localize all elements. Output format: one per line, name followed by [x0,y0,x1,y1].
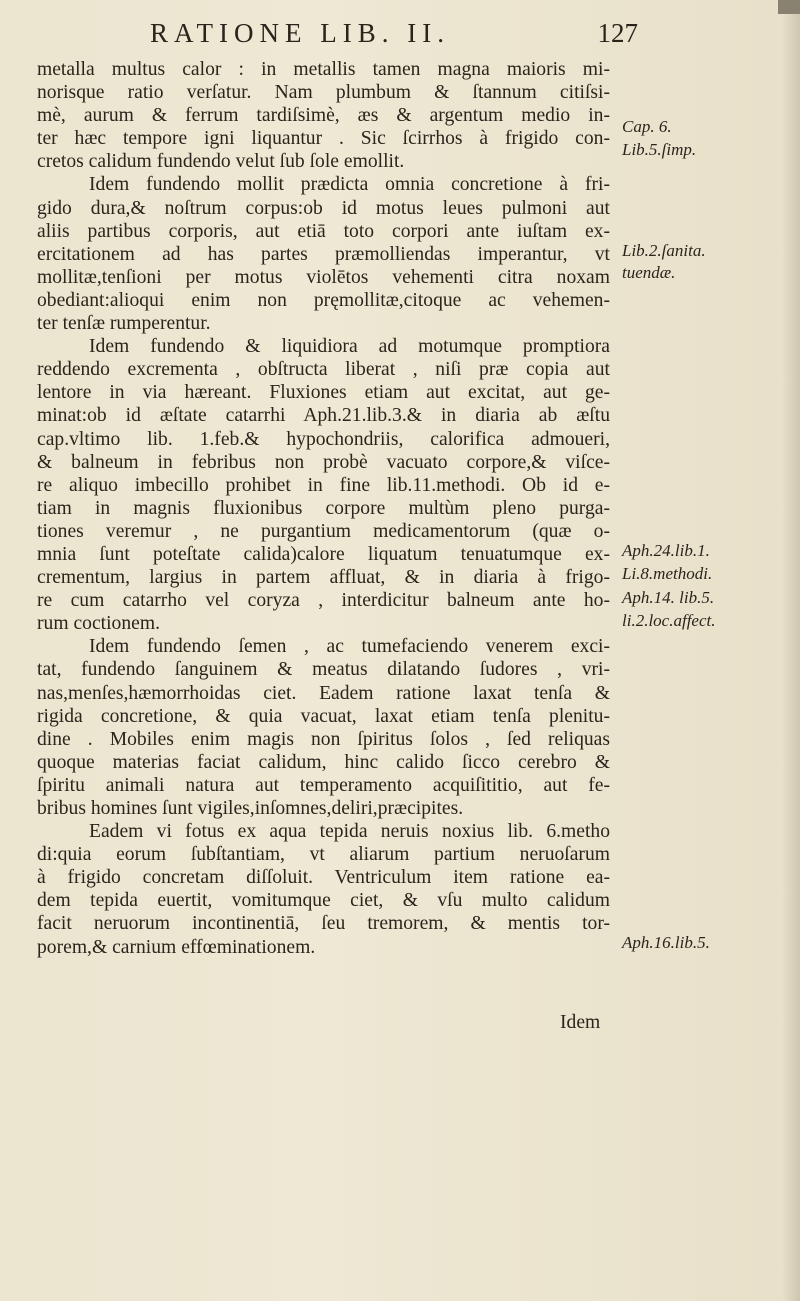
margin-note: Li.8.methodi. [622,564,713,583]
text-line: norisque ratio verſatur. Nam plumbum & ſtannum citiſsi- [37,82,610,104]
text-line: Eadem vi fotus ex aqua tepida neruis noxius lib. 6.metho [89,821,610,843]
text-line: metalla multus calor : in metallis tamen magna maioris mi- [37,59,610,80]
text-line: & balneum in febribus non probè vacuato corpore,& viſce- [37,451,610,473]
text-line: tiones veremur , ne purgantium medicamentorum (quæ o- [37,520,610,542]
text-line: ercitationem ad has partes præmolliendas imperantur, vt [37,243,610,265]
text-line: mè, aurum & ferrum tardiſsimè, æs & argentum medio in- [37,105,610,127]
margin-note: Lib.5.ſimp. [622,140,697,159]
text-line: nas,menſes,hæmorrhoidas ciet. Eadem ratione laxat tenſa & [37,682,610,704]
text-line: Idem fundendo mollit prædicta omnia concretione à fri- [89,174,610,196]
body-text [37,58,610,959]
margin-note: Lib.2.ſanita. [622,241,706,260]
text-line: cap.vltimo lib. 1.feb.& hypochondriis, calorifica admoueri, [37,428,610,450]
page-edge-shadow [782,0,800,1301]
text-line: bribus homines ſunt vigiles,inſomnes,deliri,præcipites. [37,798,464,819]
margin-note: tuendæ. [622,263,676,282]
margin-note: Aph.24.lib.1. [622,541,710,560]
text-line: re cum catarrho vel coryza , interdicitur balneum ante ho- [37,590,610,612]
page-corner [778,0,800,14]
text-line: aliis partibus corporis, aut etiā toto corpori ante iuſtam ex- [37,220,610,242]
margin-note: Cap. 6. [622,117,672,136]
text-line: dem tepida euertit, vomitumque ciet, & vſu multo calidum [37,890,610,912]
margin-note: Aph.14. lib.5. [622,588,715,607]
text-line: di:quia eorum ſubſtantiam, vt aliarum partium neruoſarum [37,844,610,866]
text-line: gido dura,& noſtrum corpus:ob id motus leues pulmoni aut [37,197,610,219]
text-line: tiam in magnis fluxionibus corpore multùm pleno purga- [37,497,610,519]
text-line: rum coctionem. [37,613,160,635]
catchword: Idem [560,1012,601,1033]
text-line: ter hæc tempore igni liquantur . Sic ſcirrhos à frigido con- [37,128,610,150]
text-line: dine . Mobiles enim magis non ſpiritus ſolos , ſed reliquas [37,728,610,750]
text-line: ſpiritu animali natura aut temperamento acquiſititio, aut fe- [37,774,610,796]
running-head: RATIONE LIB. II. [150,18,450,48]
text-line: minat:ob id æſtate catarrhi Aph.21.lib.3.& in diaria ab æſtu [37,405,610,427]
page-header [150,18,638,52]
text-line: tat, fundendo ſanguinem & meatus dilatando ſudores , vri- [37,659,610,681]
text-line: porem,& carnium effœminationem. [37,936,316,958]
text-line: reddendo excrementa , obſtructa liberat , niſi præ copia aut [37,359,610,381]
text-line: re aliquo imbecillo prohibet in fine lib.11.methodi. Ob id e- [37,474,610,496]
text-line: mnia ſunt poteſtate calida)calore liquatum tenuatumque ex- [37,543,610,565]
text-line: Idem fundendo ſemen , ac tumefaciendo venerem exci- [89,636,610,658]
text-line: rigida concretione, & quia vacuat, laxat etiam tenſa plenitu- [37,705,610,727]
text-line: crementum, largius in partem affluat, & in diaria à frigo- [37,567,610,589]
page-number: 127 [597,18,638,48]
text-line: ter tenſæ rumperentur. [37,313,211,335]
text-line: à frigido concretam diſſoluit. Ventriculum item ratione ea- [37,867,610,889]
margin-note: Aph.16.lib.5. [622,933,710,952]
text-line: lentore in via hæreant. Fluxiones etiam aut excitat, aut ge- [37,382,610,404]
text-line: obediant:alioqui enim non pręmollitæ,citoque ac vehemen- [37,289,610,311]
text-line: quoque materias faciat calidum, hinc calido ſicco cerebro & [37,751,610,773]
text-line: cretos calidum fundendo velut ſub ſole emollit. [37,151,405,173]
margin-note: li.2.loc.affect. [622,611,716,630]
text-line: mollitæ,tenſioni per motus violētos vehementi citra noxam [37,266,610,288]
text-line: Idem fundendo & liquidiora ad motumque promptiora [89,336,610,358]
text-line: facit neruorum incontinentiā, ſeu tremorem, & mentis tor- [37,913,610,935]
